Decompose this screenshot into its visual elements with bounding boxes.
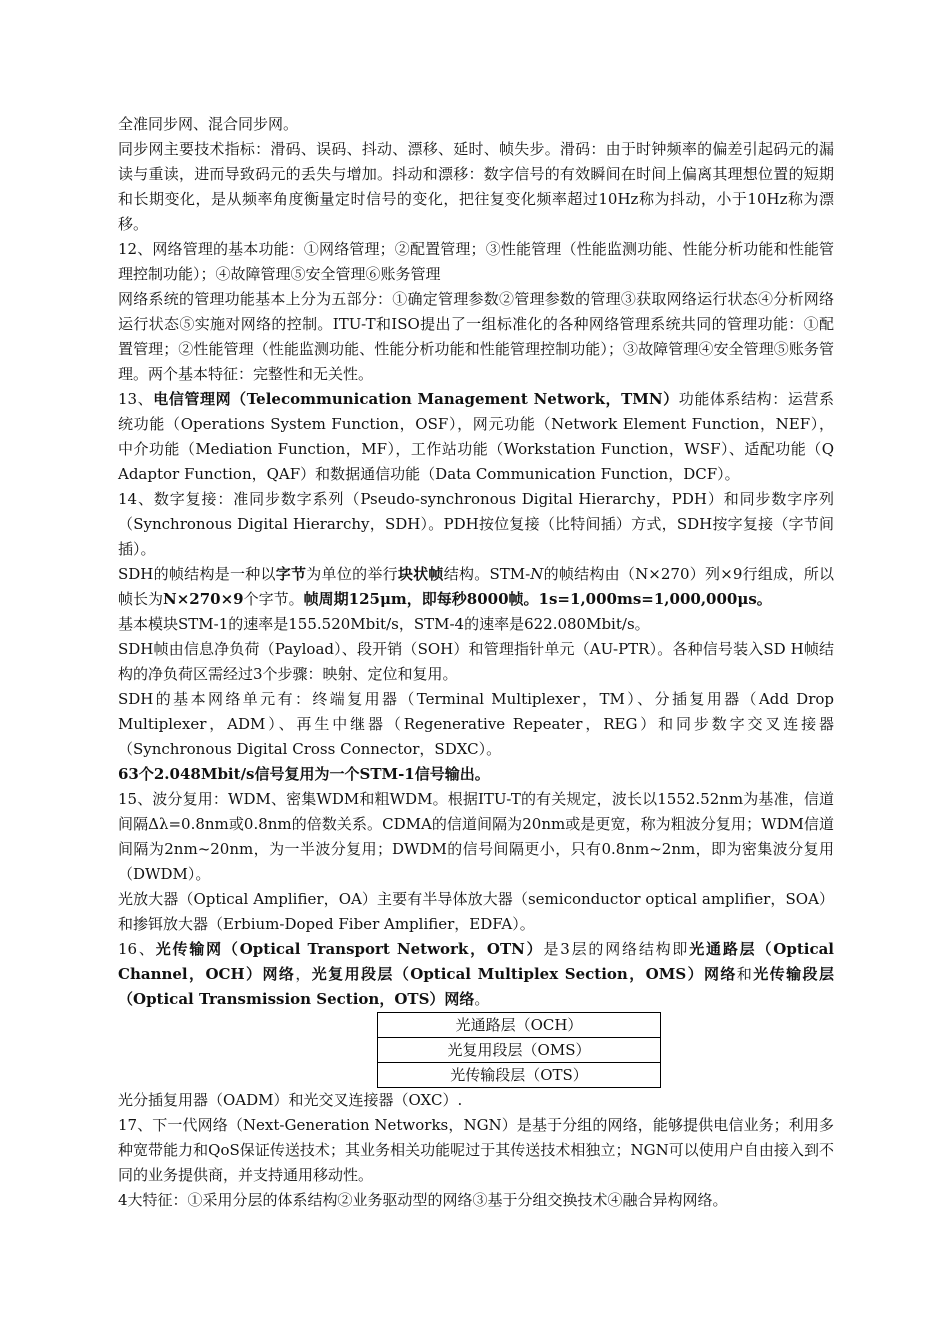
bold-term: 块状帧	[397, 565, 444, 583]
otn-layer-table	[377, 1012, 661, 1088]
bold-term: N×270×9	[163, 590, 244, 608]
bold-term: 帧周期125μm，即每秒8000帧。1s=1,000ms=1,000,000μs。	[303, 590, 772, 608]
bold-term: 光传输网（Optical Transport Network，OTN）	[155, 940, 544, 958]
paragraph-sdh-network-units: SDH的基本网络单元有：终端复用器（Terminal Multiplexer，TM）、分插复用器（Add Drop Multiplexer，ADM）、再生中继器（Regenerative Repeater，REG）和同步数字交叉连接器（Synchronous Digital Cross Connector，SDXC）。	[118, 690, 834, 758]
italic-term: N	[530, 565, 544, 583]
paragraph-digital-multiplexing: 14、数字复接：准同步数字系列（Pseudo-synchronous Digital Hierarchy，PDH）和同步数字序列（Synchronous Digital Hierarchy，SDH）。PDH按位复接（比特间插）方式，SDH按字复接（字节间插）。	[118, 490, 834, 558]
table-row	[378, 1013, 661, 1038]
paragraph-sdh-frame-structure	[118, 562, 834, 612]
text-segment: 结构。STM-	[443, 565, 531, 583]
paragraph-management-five-parts: 网络系统的管理功能基本上分为五部分：①确定管理参数②管理参数的管理③获取网络运行状态④分析网络运行状态⑤实施对网络的控制。ITU-T和ISO提出了一组标准化的各种网络管理系统共同的管理功能：①配置管理；②性能管理（性能监测功能、性能分析功能和性能管理控制功能）；③故障管理④安全管理⑤账务管理。两个基本特征：完整性和无关性。	[118, 290, 834, 383]
bold-term: 字节	[275, 565, 307, 583]
text-segment: SDH的帧结构是一种以	[118, 565, 276, 583]
bold-term: 光传输段层（Optical Transmission Section，OTS）网络	[118, 965, 834, 1008]
table-cell: 光复用段层（OMS）	[378, 1038, 661, 1063]
paragraph-otn	[118, 937, 834, 1012]
document-page	[118, 112, 834, 1213]
paragraph-stm1-multiplex: 63个2.048Mbit/s信号复用为一个STM-1信号输出。	[118, 765, 490, 783]
tmn-term: 电信管理网（Telecommunication Management Network，TMN）	[153, 390, 679, 408]
text-segment: 是3层的网络结构即	[543, 940, 690, 958]
paragraph-tmn	[118, 387, 834, 487]
text-segment: 。	[474, 990, 490, 1008]
bold-term: 光通路层（Optical Channel，OCH）网络	[118, 940, 835, 983]
paragraph-sdh-frame-parts: SDH帧由信息净负荷（Payload）、段开销（SOH）和管理指针单元（AU-PTR）。各种信号装入SD H帧结构的净负荷区需经过3个步骤：映射、定位和复用。	[118, 640, 834, 683]
text-segment: 的帧结构由（N×270）列×9行组成，所以帧长为	[118, 565, 834, 608]
paragraph-network-management-functions: 12、网络管理的基本功能：①网络管理；②配置管理；③性能管理（性能监测功能、性能分析功能和性能管理控制功能）；④故障管理⑤安全管理⑥账务管理	[118, 240, 834, 283]
paragraph-sync-network-types: 全准同步网、混合同步网。	[118, 115, 299, 133]
text-segment: 16、	[118, 940, 156, 958]
text-segment: 功能体系结构：运营系统功能（Operations System Function，OSF），网元功能（Network Element Function，NEF），中介功能（Mediation Function，MF），工作站功能（Workstation Function，WSF）、适配功能（Q Adaptor Function，QAF）和数据通信功能（Data Communication Function，DCF）。	[118, 390, 834, 483]
paragraph-ngn-features: 4大特征：①采用分层的体系结构②业务驱动型的网络③基于分组交换技术④融合异构网络。	[118, 1191, 728, 1209]
paragraph-stm-rates: 基本模块STM-1的速率是155.520Mbit/s，STM-4的速率是622.080Mbit/s。	[118, 615, 650, 633]
paragraph-wavelength-division: 15、波分复用：WDM、密集WDM和粗WDM。根据ITU-T的有关规定，波长以1552.52nm为基准，信道间隔Δλ=0.8nm或0.8nm的倍数关系。CDMA的信道间隔为20nm或是更宽，称为粗波分复用；WDM信道间隔为2nm~20nm，为一半波分复用；DWDM的信号间隔更小，只有0.8nm~2nm，即为密集波分复用（DWDM）。	[118, 790, 834, 883]
table-row	[378, 1063, 661, 1088]
paragraph-sync-network-metrics: 同步网主要技术指标：滑码、误码、抖动、漂移、延时、帧失步。滑码：由于时钟频率的偏差引起码元的漏读与重读，进而导致码元的丢失与增加。抖动和漂移：数字信号的有效瞬间在时间上偏离其理想位置的短期和长期变化，是从频率角度衡量定时信号的变化，把往复变化频率超过10Hz称为抖动，小于10Hz称为漂移。	[118, 140, 834, 233]
text-segment: 个字节。	[243, 590, 304, 608]
bold-term: 光复用段层（Optical Multiplex Section，OMS）网络	[311, 965, 737, 983]
text-segment: ，	[295, 965, 312, 983]
table-row	[378, 1038, 661, 1063]
text-segment: 13、	[118, 390, 154, 408]
table-cell: 光通路层（OCH）	[378, 1013, 661, 1038]
table-cell: 光传输段层（OTS）	[378, 1063, 661, 1088]
paragraph-ngn: 17、下一代网络（Next-Generation Networks，NGN）是基于分组的网络，能够提供电信业务；利用多种宽带能力和QoS保证传送技术；其业务相关功能呢过于其传送技术相独立；NGN可以使用户自由接入到不同的业务提供商，并支持通用移动性。	[118, 1116, 834, 1184]
text-segment: 为单位的举行	[306, 565, 398, 583]
paragraph-oadm-oxc: 光分插复用器（OADM）和光交叉连接器（OXC）.	[118, 1091, 463, 1109]
paragraph-optical-amplifier: 光放大器（Optical Amplifier，OA）主要有半导体放大器（semiconductor optical amplifier，SOA）和掺铒放大器（Erbium-Doped Fiber Amplifier，EDFA）。	[118, 890, 834, 933]
text-segment: 和	[736, 965, 754, 983]
